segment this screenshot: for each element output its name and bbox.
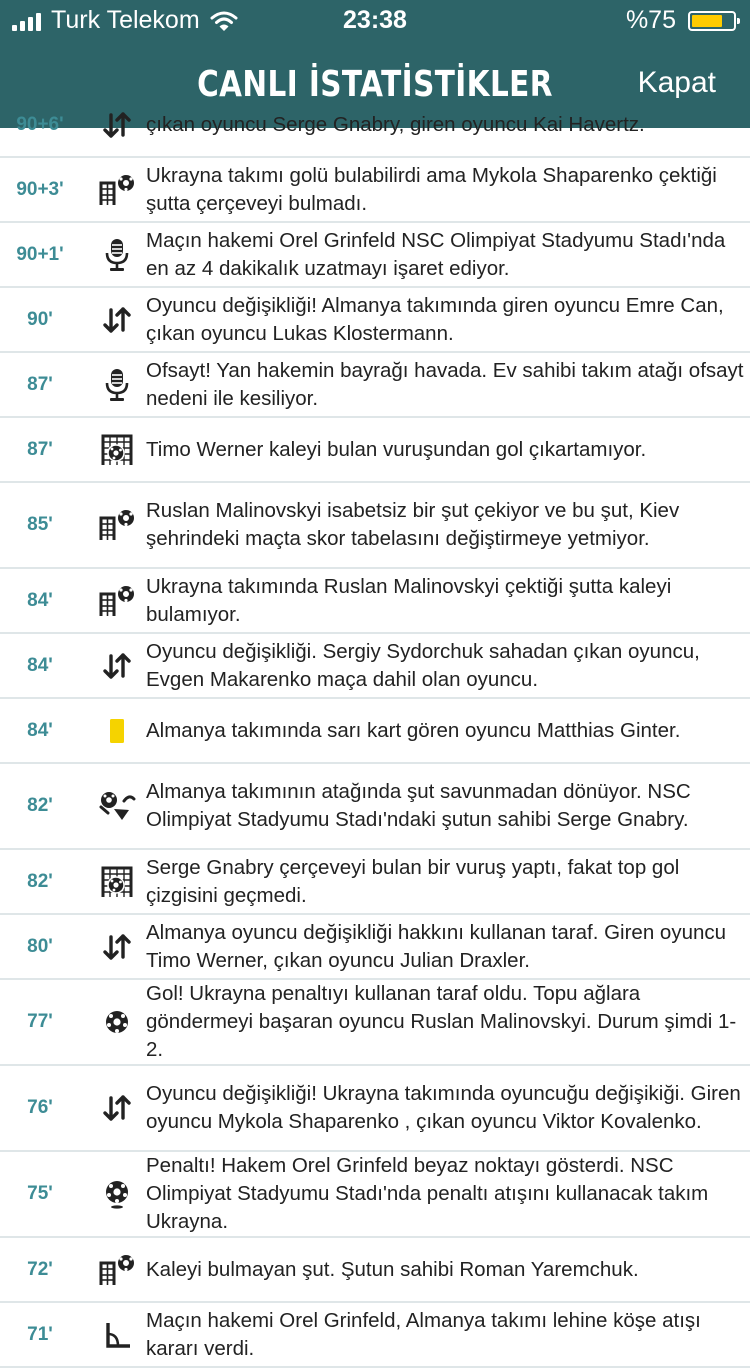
event-row — [0, 1303, 750, 1368]
event-minute: 84' — [27, 589, 53, 611]
event-text: Almanya oyuncu değişikliği hakkını kullanan taraf. Giren oyuncu Timo Werner, çıkan oyuncu Julian Draxler. — [146, 920, 727, 972]
close-button[interactable]: Kapat — [637, 66, 716, 99]
event-text: Penaltı! Hakem Orel Grinfeld beyaz noktayı gösterdi. NSC Olimpiyat Stadyumu Stadı'nda penaltı atışını kullanacak takım Ukrayna. — [146, 1154, 709, 1233]
event-text: Gol! Ukrayna penaltıyı kullanan taraf oldu. Topu ağlara göndermeyi başaran oyuncu Ruslan Malinovskyi. Durum şimdi 1-2. — [146, 982, 737, 1061]
event-text: Ukrayna takımı golü bulabilirdi ama Mykola Shaparenko çektiği şutta çerçeveyi bulmadı. — [146, 163, 717, 215]
event-row — [0, 223, 750, 288]
event-row — [0, 634, 750, 699]
event-row — [0, 1152, 750, 1238]
commentary-list[interactable] — [0, 93, 750, 1368]
event-minute: 84' — [27, 719, 53, 741]
event-text: Almanya takımında sarı kart gören oyuncu Matthias Ginter. — [146, 718, 681, 742]
event-row — [0, 1066, 750, 1152]
battery-fill — [692, 15, 722, 27]
event-text: Maçın hakemi Orel Grinfeld NSC Olimpiyat Stadyumu Stadı'nda en az 4 dakikalık uzatmayı işaret ediyor. — [146, 228, 726, 280]
event-row — [0, 980, 750, 1066]
event-text: Ofsayt! Yan hakemin bayrağı havada. Ev sahibi takım atağı ofsayt nedeni ile kesiliyor. — [146, 358, 744, 410]
event-row — [0, 93, 750, 158]
event-row — [0, 1238, 750, 1303]
shot-miss-icon — [98, 508, 136, 542]
yellow-card-icon — [98, 714, 136, 748]
goal-ball-icon — [98, 1005, 136, 1039]
event-minute: 76' — [27, 1097, 53, 1118]
microphone-icon — [98, 368, 136, 402]
event-minute: 90+3' — [16, 178, 64, 200]
event-minute: 75' — [27, 1183, 53, 1204]
event-minute: 72' — [27, 1258, 53, 1280]
event-text: Ukrayna takımında Ruslan Malinovskyi çektiği şutta kaleyi bulamıyor. — [146, 574, 672, 626]
event-row — [0, 418, 750, 483]
event-text: Oyuncu değişikliği! Ukrayna takımında oyuncuğu değişikiği. Giren oyuncu Mykola Shaparenko , çıkan oyuncu Viktor Kovalenko. — [146, 1082, 741, 1133]
event-minute: 82' — [27, 870, 53, 892]
status-right — [626, 6, 736, 35]
blocked-shot-icon — [98, 789, 136, 823]
event-row — [0, 483, 750, 569]
battery-icon — [688, 11, 736, 31]
event-minute: 80' — [27, 935, 53, 957]
event-row — [0, 764, 750, 850]
event-row — [0, 569, 750, 634]
event-text: Maçın hakemi Orel Grinfeld, Almanya takımı lehine köşe atışı kararı verdi. — [146, 1308, 701, 1360]
microphone-icon — [98, 238, 136, 272]
substitution-icon — [98, 930, 136, 964]
shot-on-target-icon — [98, 433, 136, 467]
event-text: Oyuncu değişikliği. Sergiy Sydorchuk sahadan çıkan oyuncu, Evgen Makarenko maça dahil olan oyuncu. — [146, 639, 700, 691]
event-text: Timo Werner kaleyi bulan vuruşundan gol çıkartamıyor. — [146, 437, 647, 461]
event-minute: 87' — [27, 438, 53, 460]
event-row — [0, 915, 750, 980]
event-minute: 85' — [27, 514, 53, 535]
event-text: çıkan oyuncu Serge Gnabry, giren oyuncu Kai Havertz. — [146, 112, 645, 136]
event-row — [0, 850, 750, 915]
shot-miss-icon — [98, 584, 136, 618]
carrier-name: Turk Telekom — [51, 6, 200, 34]
event-minute: 82' — [27, 795, 53, 816]
event-minute: 87' — [27, 373, 53, 395]
penalty-ball-icon — [98, 1177, 136, 1211]
event-minute: 90+1' — [16, 243, 64, 265]
event-minute: 90+6' — [16, 113, 64, 135]
event-minute: 71' — [27, 1323, 53, 1345]
corner-icon — [98, 1318, 136, 1352]
event-text: Serge Gnabry çerçeveyi bulan bir vuruş yaptı, fakat top gol çizgisini geçmedi. — [146, 855, 680, 907]
clock: 23:38 — [343, 6, 407, 34]
shot-miss-icon — [98, 1253, 136, 1287]
event-text: Ruslan Malinovskyi isabetsiz bir şut çekiyor ve bu şut, Kiev şehrindeki maçta skor tabelasını değiştirmeye yetmiyor. — [146, 499, 680, 550]
event-minute: 84' — [27, 654, 53, 676]
page-title: CANLI İSTATİSTİKLER — [197, 64, 553, 105]
event-minute: 90' — [27, 308, 53, 330]
event-row — [0, 288, 750, 353]
event-text: Kaleyi bulmayan şut. Şutun sahibi Roman Yaremchuk. — [146, 1257, 639, 1281]
substitution-icon — [98, 1091, 136, 1125]
shot-on-target-icon — [98, 865, 136, 899]
substitution-icon — [98, 303, 136, 337]
substitution-icon — [98, 649, 136, 683]
shot-miss-icon — [98, 173, 136, 207]
event-row — [0, 699, 750, 764]
event-row — [0, 158, 750, 223]
battery-percent: %75 — [625, 6, 676, 34]
event-text: Almanya takımının atağında şut savunmadan dönüyor. NSC Olimpiyat Stadyumu Stadı'ndaki şutun sahibi Serge Gnabry. — [146, 780, 691, 831]
event-text: Oyuncu değişikliği! Almanya takımında giren oyuncu Emre Can, çıkan oyuncu Lukas Klostermann. — [146, 293, 724, 345]
event-row — [0, 353, 750, 418]
substitution-icon — [98, 108, 136, 142]
event-minute: 77' — [27, 1011, 53, 1032]
status-bar — [0, 0, 750, 40]
